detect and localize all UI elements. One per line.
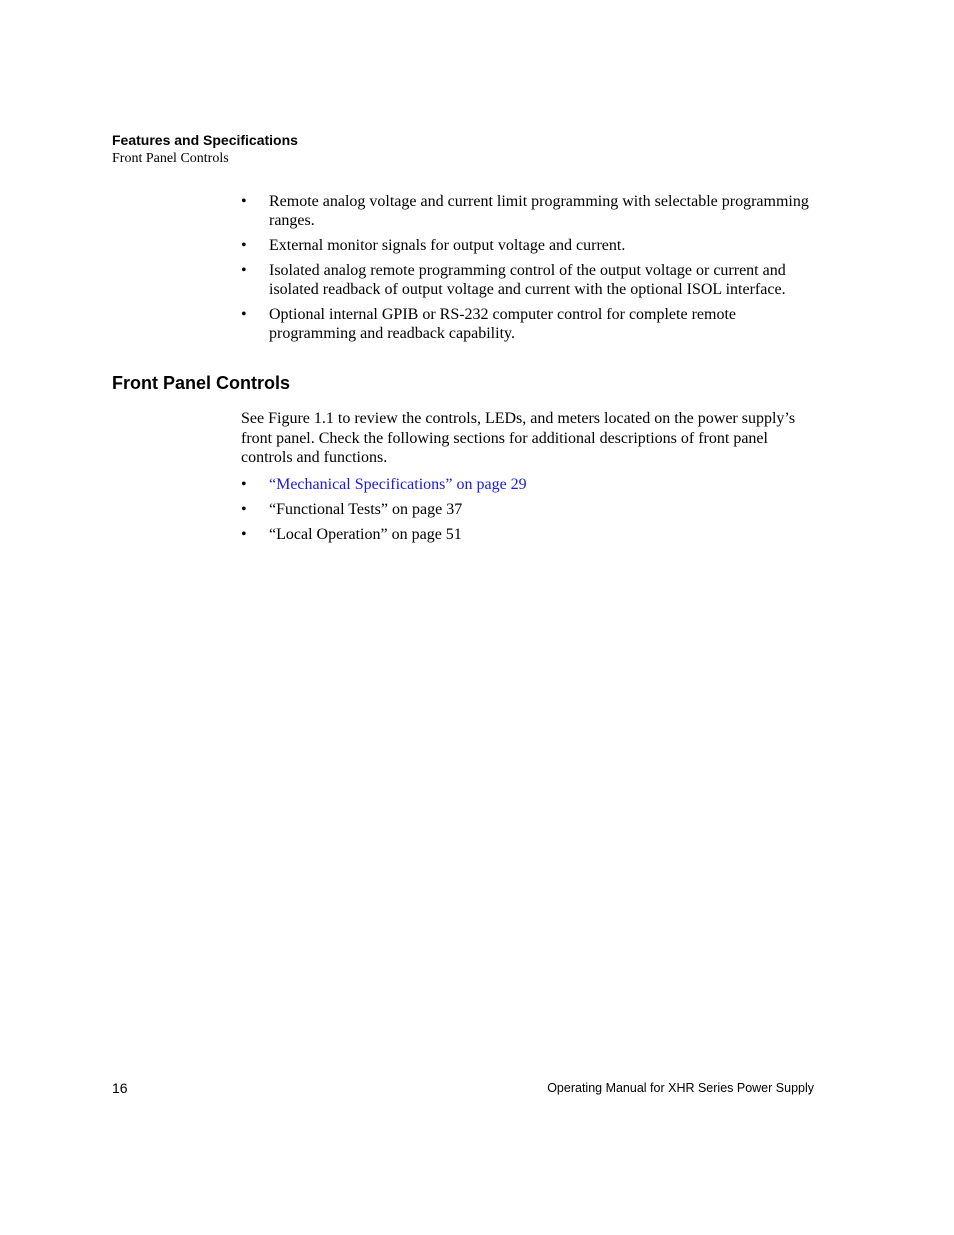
list-item — [241, 261, 819, 299]
references-list — [241, 475, 819, 550]
bullet-icon: • — [241, 306, 247, 323]
bullet-icon: • — [241, 526, 247, 543]
list-item — [241, 525, 819, 544]
local-operation-reference: “Local Operation” on page 51 — [269, 526, 462, 543]
footer-manual-title: Operating Manual for XHR Series Power Supply — [547, 1081, 814, 1095]
feature-text: External monitor signals for output voltage and current. — [269, 237, 626, 254]
bullet-icon: • — [241, 262, 247, 279]
feature-text: Optional internal GPIB or RS-232 computer control for complete remote programming and readback capability. — [269, 306, 736, 342]
list-item — [241, 305, 819, 343]
list-item — [241, 236, 819, 255]
bullet-icon: • — [241, 476, 247, 493]
page-number: 16 — [112, 1080, 128, 1096]
bullet-icon: • — [241, 237, 247, 254]
list-item — [241, 192, 819, 230]
feature-text: Remote analog voltage and current limit programming with selectable programming ranges. — [269, 193, 809, 229]
header-section-title: Front Panel Controls — [112, 151, 229, 166]
bullet-icon: • — [241, 501, 247, 518]
mechanical-specifications-link[interactable]: “Mechanical Specifications” on page 29 — [269, 476, 527, 493]
header-chapter-title: Features and Specifications — [112, 132, 298, 148]
list-item — [241, 500, 819, 519]
section-heading: Front Panel Controls — [112, 373, 291, 393]
intro-paragraph: See Figure 1.1 to review the controls, LEDs, and meters located on the power supply’s front panel. Check the following sections for additional descriptions of front panel controls and functions. — [241, 410, 796, 466]
list-item — [241, 475, 819, 494]
features-list — [241, 192, 819, 349]
feature-text: Isolated analog remote programming control of the output voltage or current and isolated readback of output voltage and current with the optional ISOL interface. — [269, 262, 786, 298]
functional-tests-reference: “Functional Tests” on page 37 — [269, 501, 463, 518]
bullet-icon: • — [241, 193, 247, 210]
